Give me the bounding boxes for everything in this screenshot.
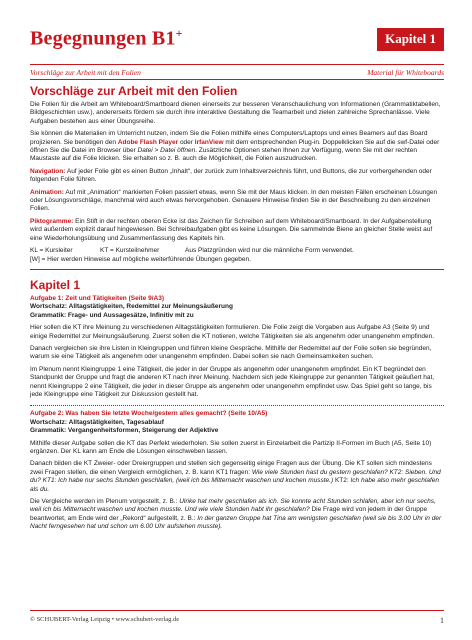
- copyright-text: © SCHUBERT-Verlag Leipzig • www.schubert-verlag.de: [30, 616, 180, 623]
- intro-title: Vorschläge zur Arbeit mit den Folien: [30, 84, 238, 98]
- page-header: [30, 26, 444, 64]
- sub-header-left: Vorschläge zur Arbeit mit den Folien: [30, 68, 141, 77]
- page-number: 1: [440, 616, 444, 625]
- abbreviation-legend: KL = Kursleiter KT = Kursteilnehmer Aus Platzgründen wird nur die männliche Form verwendet. [W] = Hier werden Hinweise auf mögliche weiterführende Übungen gegeben.: [30, 247, 354, 263]
- task-2-header: Aufgabe 2: Was haben Sie letzte Woche/gestern alles gemacht? (Seite 10/A5) Wortschatz: Alltagstätigkeiten, Tagesablauf Grammatik: Vergangenheitsformen, Steigerung der Adjektive: [30, 410, 268, 435]
- task-1-header: Aufgabe 1: Zeit und Tätigkeiten (Seite 9/A3) Wortschatz: Alltagstätigkeiten, Redemittel zur Meinungsäußerung Grammatik: Frage- und Aussagesätze, Infinitiv mit zu: [30, 294, 233, 319]
- task-2-section: [30, 405, 444, 531]
- task-2-paragraph-2: Danach bilden die KT Zweier- oder Dreiergruppen und stellen sich gegenseitig einige Fragen aus der Übung. Die KT sollen sich mindestens zwei Fragen stellen, die einen Vergleich ermöglichen, z. B. kann KT1 fragen: Wie viele Stunden hast du gestern geschlafen? KT2: Sieben. Und du? KT1: Ich habe nur sechs Stunden geschlafen, (weil ich bis Mitternacht waschen und kochen musste.) KT2: Ich habe also mehr geschlafen als du.: [30, 460, 441, 493]
- intro-paragraph-1: Die Folien für die Arbeit am Whiteboard/Smartboard dienen einerseits zur besseren Veranschaulichung von Informationen (Grammatiktabellen, Bildgeschichten usw.), andererseits fördern sie durch ihre interaktive Gestaltung die Teamarbeit und zielen zahlreiche Sprechanlässe. Viele Aufgaben bestehen aus einer Übungsreihe.: [30, 101, 441, 125]
- chapter-title: Kapitel 1: [30, 277, 81, 292]
- sub-header-rule: [30, 79, 444, 80]
- task-1-paragraph-3: Im Plenum nennt Kleingruppe 1 eine Tätigkeit, die jeder in der Gruppe als angenehm oder unangenehm empfindet. Ein KT begründet den Standpunkt der Gruppe und fragt die anderen KT nach ihrer Meinung. Nachdem sich jede Kleingruppe zur genannten Tätigkeit geäußert hat, nennt Kleingruppe 2 eine Tätigkeit, die jeder in dieser Gruppe als angenehm oder unangenehm empfindet usw. Das Spiel geht so lange, bis jede Kleingruppe eine Tätigkeit zur Diskussion gestellt hat.: [30, 365, 435, 398]
- chapter-badge: Kapitel 1: [377, 28, 444, 51]
- brand-title: Begegnungen B1+: [30, 26, 183, 50]
- footer-rule: [30, 610, 444, 611]
- navigation-paragraph: Navigation: Auf jeder Folie gibt es einen Button „Inhalt“, der zurück zum Inhaltsverzeichnis führt, und Buttons, die zur vorhergehenden oder folgenden Folie führen.: [30, 167, 432, 184]
- pictogram-paragraph: Piktogramme: Ein Stift in der rechten oberen Ecke ist das Zeichen für Schreiben auf dem Whiteboard/Smartboard. In der Aufgabenstellung wird außerdem explizit darauf hingewiesen. Bei Schreibaufgaben gibt es keine Lösungen. Die sammelnde Biene an gleicher Stelle weist auf eine Wiederholungsübung und Zusammenfassung des Kapitels hin.: [30, 217, 433, 242]
- animation-paragraph: Animation: Auf mit „Animation“ markierten Folien passiert etwas, wenn Sie mit der Maus klicken. In den meisten Fällen erscheinen Lösungen oder Lösungsvorschläge, manchmal wird auch etwas hervorgehoben. Genauere Hinweise finden Sie in der Beschreibung zu den einzelnen Folien.: [30, 188, 438, 213]
- page-footer: [30, 616, 444, 623]
- task-2-paragraph-3: Die Vergleiche werden im Plenum vorgestellt, z. B.: Ulrike hat mehr geschlafen als ich. Sie konnte acht Stunden schlafen, aber ich nur sechs, weil ich bis Mitternacht waschen und kochen musste. Und wie viele Stunden habt ihr geschlafen? Die Frage wird von jedem in der Gruppe beantwortet, am Ende wird der „Rekord“ aufgestellt, z. B.: In der ganzen Gruppe hat Tina am wenigsten geschlafen (weil sie bis 3.00 Uhr in der Nacht ferngesehen hat und schon um 6.00 Uhr aufstehen musste).: [30, 498, 442, 531]
- irfanview-link: IrfanView: [194, 138, 224, 146]
- main-content: [30, 84, 444, 536]
- task-2-paragraph-1: Mithilfe dieser Aufgabe sollen die KT das Perfekt wiederholen. Sie sollen zuerst in Einzelarbeit die Partizip II-Formen im Buch (A5, Seite 10) ergänzen. Der KL kann am Ende die Lösungen einschweben lassen.: [30, 439, 432, 455]
- task-1-paragraph-2: Danach vergleichen sie ihre Listen in Kleingruppen und führen kleine Gespräche. Mithilfe der Redemittel auf der Folie sollen sie begründen, warum sie eine Tätigkeit als angenehm oder unangenehm empfinden. Dabei sollen sie nach Gemeinsamkeiten suchen.: [30, 344, 432, 361]
- section-divider: [30, 269, 444, 270]
- header-rule: [30, 64, 444, 65]
- sub-header: [30, 68, 444, 77]
- intro-paragraph-2: Sie können die Materialien im Unterricht nutzen, indem Sie die Folien mithilfe eines Computers/Laptops und eines Beamers auf das Board projizieren. Sie benötigen den Adobe Flash Player oder IrfanView mit dem entsprechenden Plug-in. Doppelklicken Sie auf die swf-Datei oder öffnen Sie die Datei im Browser über Datei > Datei öffnen. Zusätzliche Optionen stehen Ihnen zur Verfügung, wenn Sie mit der rechten Maustaste auf die Folie klicken. Sie erhalten so z. B. auch die Möglichkeit, die Folien auszudrucken.: [30, 130, 440, 163]
- flash-player-link: Adobe Flash Player: [117, 138, 179, 146]
- task-1-paragraph-1: Hier sollen die KT ihre Meinung zu verschiedenen Alltagstätigkeiten formulieren. Die Folie zeigt die Vorgaben aus Aufgabe A3 (Seite 9) und einige Redemittel zur Meinungsäußerung. Zuerst sollen die KT notieren, welche Tätigkeiten sie als angenehm oder unangenehm empfinden.: [30, 324, 435, 340]
- sub-header-right: Material für Whiteboards: [367, 68, 444, 77]
